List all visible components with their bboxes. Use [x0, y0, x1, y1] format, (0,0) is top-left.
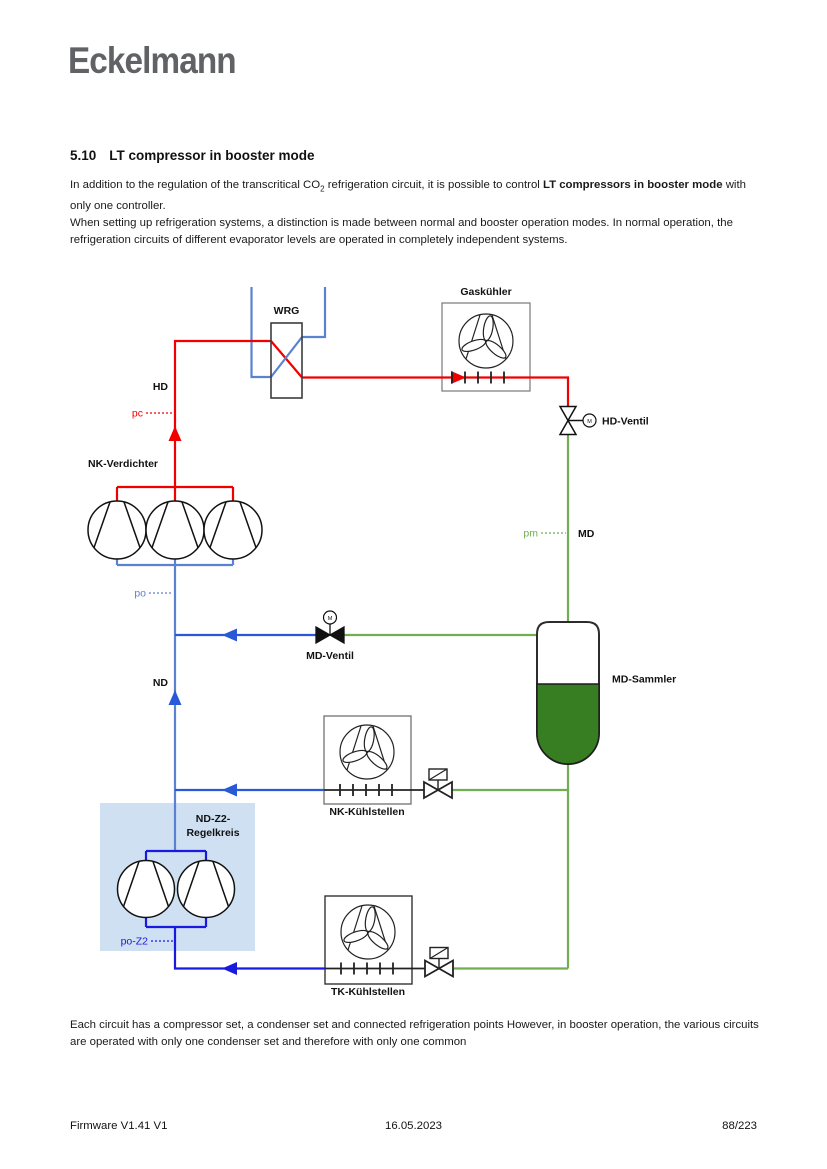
hd-ventil-label: HD-Ventil [602, 415, 649, 428]
closing-paragraph: Each circuit has a compressor set, a condenser set and connected refrigeration points However, in booster operation, the various circuits are operated with only one condenser set and therefore with only one common [70, 1019, 759, 1049]
nk-compressor-icon [88, 501, 146, 559]
md-ventil-motor-letter: M [327, 616, 333, 622]
gaskuehler-fan-icon [459, 314, 513, 368]
nk-compressor-icon [146, 501, 204, 559]
footer-page-number: 88/223 [722, 1120, 757, 1132]
co2-subscript: 2 [320, 184, 325, 194]
footer-firmware: Firmware V1.41 V1 [70, 1120, 168, 1132]
evaporator-lines [324, 372, 504, 975]
nd-up-arrow [169, 690, 182, 705]
nk-compressor-icon [204, 501, 262, 559]
tk-kuehlstellen-label: TK-Kühlstellen [330, 986, 406, 998]
pm-label: pm [523, 527, 538, 540]
nk-kuehlstellen-label: NK-Kühlstellen [329, 806, 405, 818]
section-title: LT compressor in booster mode [109, 148, 315, 163]
nk-fan-icon [340, 725, 394, 779]
intro-bold-phrase: LT compressors in booster mode [542, 179, 723, 191]
brand-logo: Eckelmann [68, 40, 236, 81]
intro-paragraph-2: When setting up refrigeration systems, a distinction is made between normal and booster operation modes. In normal operation, the refrigeration circuits of different evaporator levels are operated in completely independent systems. [70, 216, 733, 247]
tk-fan-icon [341, 905, 395, 959]
md-ventil-left-arrow [222, 629, 237, 642]
gaskuehler-label: Gaskühler [460, 286, 512, 298]
md-label: MD [578, 528, 595, 540]
md-sammler-vessel [537, 622, 599, 764]
tk-return-left-arrow [222, 962, 237, 975]
pc-label: pc [131, 407, 143, 420]
nk-expansion-valve-icon [424, 769, 452, 798]
nd-z2-label-line1: ND-Z2- [195, 813, 231, 825]
nk-verdichter-label: NK-Verdichter [88, 458, 159, 470]
intro-text-b: refrigeration circuit, it is possible to control [324, 179, 543, 191]
z2-compressor-icon [118, 861, 175, 918]
intro-text-c: with only one controller. [70, 179, 746, 212]
nd-label: ND [152, 677, 168, 689]
return-blue-lines [175, 635, 324, 790]
wrg-label: WRG [273, 305, 300, 317]
nk-return-left-arrow [222, 784, 237, 797]
nd-z2-label-line2: Regelkreis [186, 827, 240, 839]
page-footer [70, 1120, 757, 1132]
intro-text-a: In addition to the regulation of the transcritical CO [70, 179, 321, 191]
footer-date: 16.05.2023 [384, 1120, 442, 1132]
tk-expansion-valve-icon [425, 948, 453, 977]
z2-compressor-icon [178, 861, 235, 918]
hd-label: HD [152, 381, 168, 393]
md-ventil-label: MD-Ventil [306, 650, 354, 662]
md-sammler-label: MD-Sammler [612, 673, 677, 686]
hd-ventil-motor-letter: M [587, 419, 592, 425]
po-label: po [134, 587, 146, 600]
wrg-water-pipes [252, 287, 326, 377]
red-up-arrow [169, 426, 182, 441]
md-green-lines [344, 434, 568, 969]
md-sammler-liquid [537, 684, 599, 764]
po-z2-label: po-Z2 [120, 935, 148, 948]
section-number: 5.10 [70, 148, 97, 163]
